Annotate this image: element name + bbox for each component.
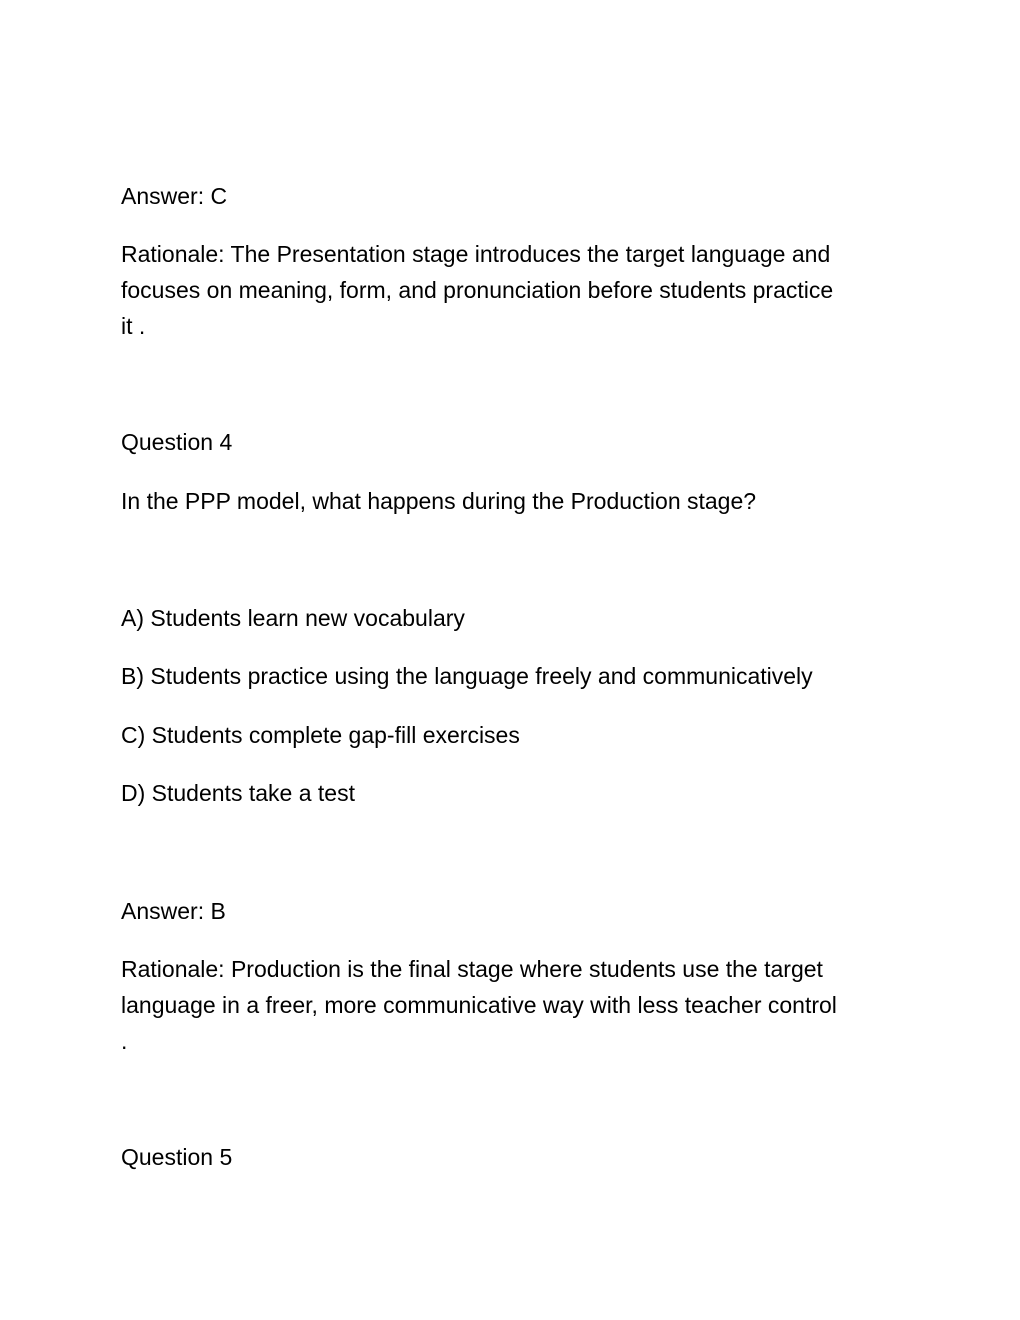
rationale-previous-line-2: focuses on meaning, form, and pronunciation before students practice [121, 277, 834, 303]
rationale-previous-line-3: it . [121, 313, 146, 339]
question-4-prompt: In the PPP model, what happens during the Production stage? [121, 488, 757, 514]
question-4-rationale-line-3: . [121, 1028, 128, 1054]
rationale-previous-line-1: Rationale: The Presentation stage introduces the target language and [121, 241, 831, 267]
question-4-option-b: B) Students practice using the language freely and communicatively [121, 663, 813, 689]
question-4-option-a: A) Students learn new vocabulary [121, 605, 465, 631]
question-4-answer: Answer: B [121, 898, 226, 924]
question-4-heading: Question 4 [121, 429, 233, 455]
question-5-heading: Question 5 [121, 1144, 233, 1170]
question-4-rationale-line-1: Rationale: Production is the final stage where students use the target [121, 956, 823, 982]
answer-previous: Answer: C [121, 183, 228, 209]
question-4-option-d: D) Students take a test [121, 780, 355, 806]
question-4-option-c: C) Students complete gap-fill exercises [121, 722, 520, 748]
question-4-rationale-line-2: language in a freer, more communicative way with less teacher control [121, 992, 837, 1018]
